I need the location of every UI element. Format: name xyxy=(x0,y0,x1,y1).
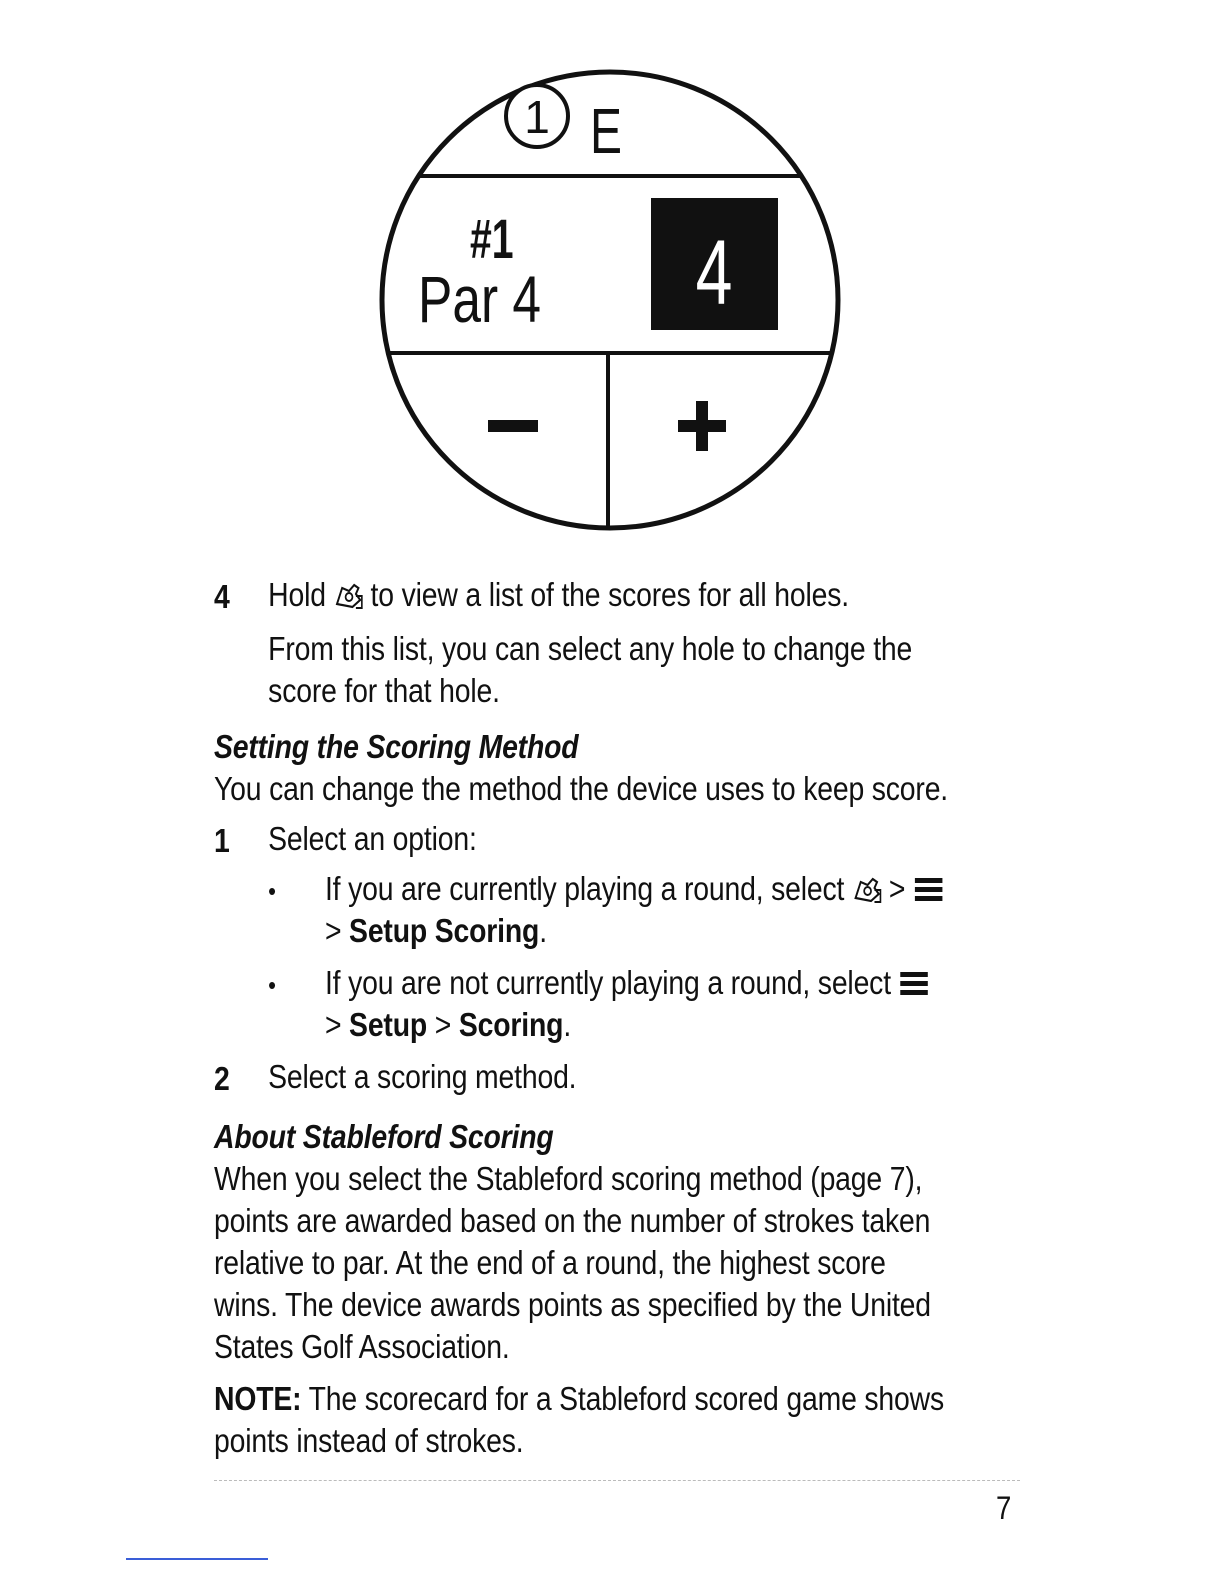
separator: > xyxy=(888,870,906,907)
par-label: Par 4 xyxy=(418,261,542,337)
minus-icon xyxy=(488,420,538,432)
step-2-number: 2 xyxy=(214,1060,230,1097)
step-number: 4 xyxy=(214,578,230,615)
note-line2: points instead of strokes. xyxy=(214,1422,524,1459)
setup-menu-item: Setup xyxy=(349,1006,428,1043)
period: . xyxy=(563,1006,572,1043)
step-2-text: Select a scoring method. xyxy=(268,1058,577,1095)
plus-icon xyxy=(678,401,726,451)
minus-button[interactable] xyxy=(488,420,538,432)
score-value: 4 xyxy=(695,220,733,324)
stableford-para-line3: relative to par. At the end of a round, the highest score xyxy=(214,1244,886,1281)
bullet-1-line2 xyxy=(325,910,547,952)
stableford-para-line4: wins. The device awards points as specified by the United xyxy=(214,1286,931,1323)
plus-button[interactable] xyxy=(678,401,726,451)
step-1-number: 1 xyxy=(214,822,230,859)
callout-number: 1 xyxy=(524,91,550,143)
menu-icon xyxy=(899,970,930,998)
separator: > xyxy=(324,912,342,949)
footer-rule xyxy=(214,1480,1020,1481)
footer-link-underline xyxy=(126,1558,268,1560)
bullet-1-symbol: • xyxy=(268,876,276,906)
bullet-1-line1 xyxy=(325,868,944,910)
note-text: The scorecard for a Stableford scored game shows xyxy=(308,1380,944,1417)
bullet-1-text: If you are currently playing a round, select xyxy=(324,870,845,907)
section-intro: You can change the method the device uses to keep score. xyxy=(214,770,949,807)
score-relative-label: E xyxy=(590,95,623,167)
page-number: 7 xyxy=(996,1490,1012,1526)
menu-icon xyxy=(913,876,944,904)
separator: > xyxy=(324,1006,342,1043)
period: . xyxy=(539,912,547,949)
gear-icon xyxy=(852,876,881,904)
stableford-para-line1: When you select the Stableford scoring method (page 7), xyxy=(214,1160,923,1197)
step-4-note-line1: From this list, you can select any hole to change the xyxy=(268,630,913,667)
bullet-2-line1 xyxy=(325,962,930,1004)
step-4-text-before: Hold xyxy=(268,576,326,613)
hole-label: #1 xyxy=(470,208,514,271)
bullet-2-symbol: • xyxy=(268,970,276,1000)
note-label: NOTE: xyxy=(214,1380,302,1417)
section-heading-stableford: About Stableford Scoring xyxy=(214,1118,554,1155)
watch-face-illustration xyxy=(0,0,1224,560)
stableford-para-line5: States Golf Association. xyxy=(214,1328,510,1365)
bullet-2-text: If you are not currently playing a round, select xyxy=(324,964,891,1001)
note-line1 xyxy=(214,1378,944,1420)
stableford-para-line2: points are awarded based on the number of strokes taken xyxy=(214,1202,931,1239)
step-4-note-line2: score for that hole. xyxy=(268,672,500,709)
step-4-text xyxy=(268,574,849,616)
bullet-2-line2 xyxy=(325,1004,571,1046)
step-1-text: Select an option: xyxy=(268,820,477,857)
scoring-menu-item: Scoring xyxy=(458,1006,564,1043)
setup-scoring-menu-item: Setup Scoring xyxy=(349,912,540,949)
section-heading-scoring-method: Setting the Scoring Method xyxy=(214,728,579,765)
separator: > xyxy=(434,1006,452,1043)
step-4-text-after: to view a list of the scores for all holes. xyxy=(370,576,849,613)
step-4 xyxy=(214,576,230,618)
gear-icon xyxy=(334,582,363,610)
